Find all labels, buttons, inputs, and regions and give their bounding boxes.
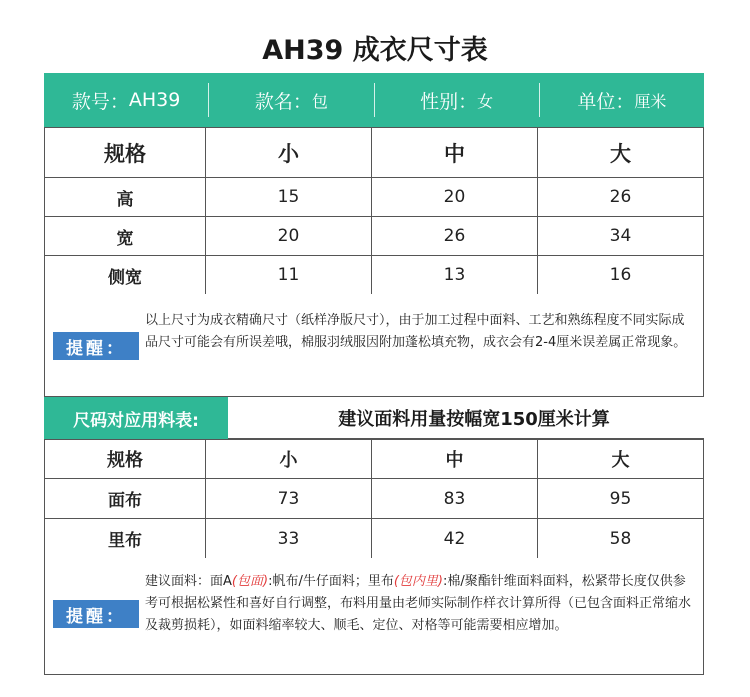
table-cell: 20 [372,178,538,217]
gender-label: 性别： [420,90,478,113]
fabric-table-header [45,440,704,479]
table-cell: 73 [206,479,372,519]
reminder-text-part: :帆布/牛仔面料；里布 [268,574,394,589]
reminder-text-part: :棉/聚酯针维面料面料，松紧带长度仅供参考可根据松紧性和喜好自行调整，布料用量由老师实际制作样衣计算所得（已包含面料正常缩水及裁剪损耗），如面料缩率较大、顺毛、定位、对格等可能需要相应增加。 [145,574,692,633]
table-cell: 26 [538,178,704,217]
reminder-badge: 提醒： [53,332,139,360]
table-row [45,217,704,256]
highlight-text: (包内里) [393,574,443,589]
table-cell: 58 [538,519,704,559]
fabric-reminder-box [44,558,704,675]
fabric-table-tab: 尺码对应用料表: [44,397,228,439]
gender-cell [375,73,539,127]
table-cell: 15 [206,178,372,217]
style-number-cell [44,73,208,127]
table-cell: 20 [206,217,372,256]
header-cell: 规格 [45,128,206,178]
product-info-banner [44,73,704,127]
table-row [45,479,704,519]
unit-cell [540,73,704,127]
fabric-table [44,439,704,559]
style-name-cell [209,73,373,127]
row-label: 高 [45,178,206,217]
table-row [45,178,704,217]
fabric-reminder-text [145,571,693,637]
header-cell: 中 [372,440,538,479]
style-name-value: 包 [311,91,328,111]
header-cell: 小 [206,128,372,178]
row-label: 宽 [45,217,206,256]
style-number-label: 款号： [71,90,129,113]
unit-label: 单位： [577,90,635,113]
table-cell: 83 [372,479,538,519]
table-cell: 13 [372,256,538,295]
header-cell: 规格 [45,440,206,479]
header-cell: 大 [538,128,704,178]
highlight-text: (包面) [231,574,269,589]
style-number-value: AH39 [128,89,181,111]
header-cell: 大 [538,440,704,479]
row-label: 里布 [45,519,206,559]
row-label: 面布 [45,479,206,519]
fabric-calc-note: 建议面料用量按幅宽150厘米计算 [338,409,610,430]
size-table [44,127,704,295]
table-cell: 16 [538,256,704,295]
table-cell: 42 [372,519,538,559]
table-cell: 95 [538,479,704,519]
header-cell: 中 [372,128,538,178]
row-label: 侧宽 [45,256,206,295]
table-row [45,256,704,295]
page-title: AH39 成衣尺寸表 [262,35,488,66]
table-cell: 34 [538,217,704,256]
reminder-box [44,294,704,397]
reminder-text-part: 建议面料：面A [145,574,232,589]
unit-value: 厘米 [634,91,667,111]
table-row [45,519,704,559]
reminder-text: 以上尺寸为成衣精确尺寸（纸样净版尺寸），由于加工过程中面料、工艺和熟练程度不同实际成品尺寸可能会有所误差哦，棉服羽绒服因附加蓬松填充物，成衣会有2-4厘米误差属正常现象。 [145,313,687,350]
header-cell: 小 [206,440,372,479]
table-cell: 33 [206,519,372,559]
gender-value: 女 [477,91,494,111]
reminder-badge: 提醒： [53,600,139,628]
fabric-section-header [44,397,704,439]
table-cell: 11 [206,256,372,295]
table-cell: 26 [372,217,538,256]
style-name-label: 款名： [254,90,312,113]
size-table-header [45,128,704,178]
